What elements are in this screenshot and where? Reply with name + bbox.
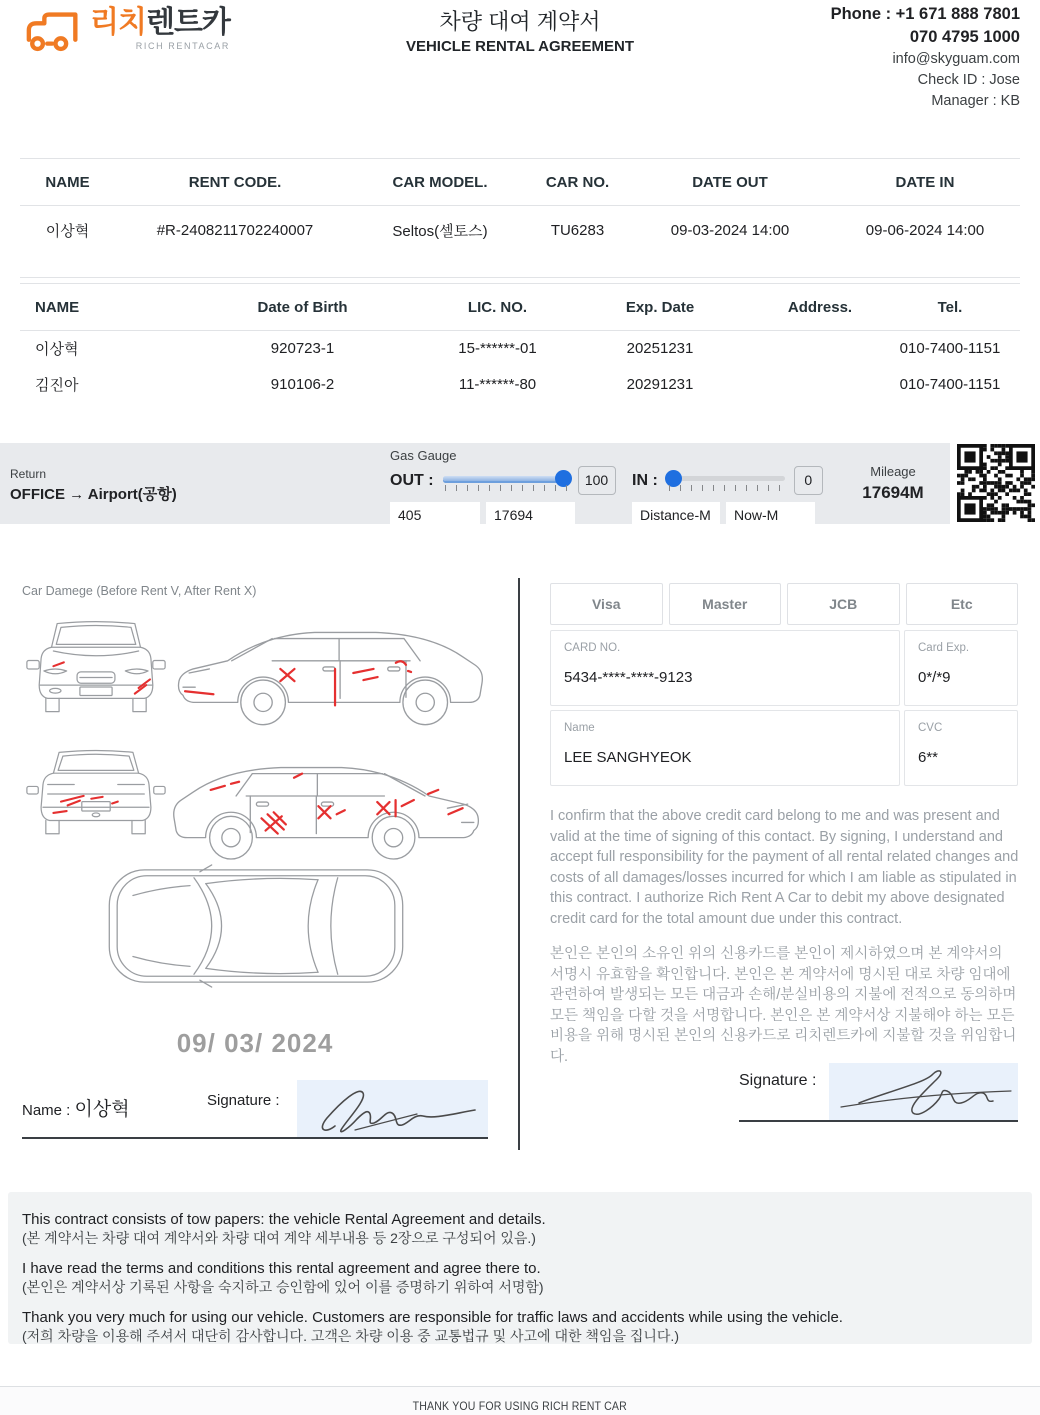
driver-table-header-row xyxy=(20,284,1020,331)
name-value-text: 이상혁 xyxy=(74,1099,130,1120)
qr-code xyxy=(957,443,1035,523)
logo-text-orange: 리치 xyxy=(90,6,146,39)
driver2-lic: 11-******-80 xyxy=(458,376,537,393)
card-details xyxy=(550,630,1018,790)
note-2-kr: (본인은 계약서상 기록된 사항을 숙지하고 승인함에 있어 이를 증명하기 위하여 서명함) xyxy=(22,1279,544,1295)
note-1-en: This contract consists of tow papers: the vehicle Rental Agreement and details. xyxy=(22,1211,546,1228)
driver2-exp: 20291231 xyxy=(626,376,694,393)
manager: Manager : KB xyxy=(931,93,1020,109)
tab-master[interactable]: Master xyxy=(669,583,782,625)
note-1 xyxy=(22,1210,1018,1248)
driver2-dob: 910106-2 xyxy=(270,376,335,393)
car-no: TU6283 xyxy=(525,206,630,278)
note-3-en: Thank you very much for using our vehicle. Customers are responsible for traffic laws and accidents while using the vehicle. xyxy=(22,1309,843,1326)
mileage-value: 17694M xyxy=(862,483,924,502)
gas-in-track[interactable] xyxy=(667,476,785,481)
rental-info-table xyxy=(20,158,1020,278)
car-side-view-2-diagram[interactable] xyxy=(172,733,482,860)
car-damage-label: Car Damege (Before Rent V, After Rent X) xyxy=(22,584,257,598)
logo-text-dark: 렌트카 xyxy=(145,6,230,39)
car-side-view-diagram[interactable] xyxy=(172,598,492,750)
car-model: Seltos(셀토스) xyxy=(355,206,525,278)
renter-name-label xyxy=(22,1094,130,1121)
card-exp-value: 0*/*9 xyxy=(918,669,951,686)
gas-out-value[interactable]: 100 xyxy=(578,466,616,495)
col-address: Address. xyxy=(760,284,880,331)
card-number-value: 5434-****-****-9123 xyxy=(564,669,693,686)
cardholder-signature-pad[interactable] xyxy=(829,1063,1018,1120)
note-2 xyxy=(22,1259,1018,1297)
card-cvc-field[interactable] xyxy=(904,710,1018,786)
name-label-text: Name : xyxy=(22,1102,71,1119)
card-exp-label: Card Exp. xyxy=(918,642,970,654)
driver1-tel: 010-7400-1151 xyxy=(899,340,1001,358)
gas-in-value[interactable]: 0 xyxy=(794,466,823,495)
inspection-date: 09/ 03/ 2024 xyxy=(176,1028,334,1058)
mileage-label: Mileage xyxy=(870,464,916,479)
driver2-address xyxy=(760,367,880,403)
logo-subtitle: RICH RENTACAR xyxy=(135,41,230,51)
col-car-no: CAR NO. xyxy=(525,159,630,206)
rent-code: #R-2408211702240007 xyxy=(115,206,355,278)
gas-out-ticks xyxy=(445,485,567,491)
driver-row-2 xyxy=(20,367,1020,403)
document-title-english: VEHICLE RENTAL AGREEMENT xyxy=(405,38,635,55)
note-1-kr: (본 계약서는 차량 대여 계약서와 차량 대여 계약 세부내용 등 2장으로 구성되어 있음.) xyxy=(22,1230,536,1246)
distance-m-input[interactable] xyxy=(632,502,720,528)
column-divider xyxy=(518,578,520,1150)
footer-thanks-text: THANK YOU FOR USING RICH RENT CAR xyxy=(412,1399,628,1413)
check-id: Check ID : Jose xyxy=(917,72,1020,88)
rental-table-row xyxy=(20,206,1020,278)
gas-out-label: OUT : xyxy=(390,471,434,489)
tab-etc[interactable]: Etc xyxy=(906,583,1019,625)
card-cvc-value: 6** xyxy=(918,749,939,766)
car-rear-view-diagram[interactable] xyxy=(25,748,167,858)
col-name: NAME xyxy=(20,159,115,206)
driver-row-1 xyxy=(20,331,1020,367)
phone-primary: Phone : +1 671 888 7801 xyxy=(830,5,1020,23)
card-holder-value: LEE SANGHYEOK xyxy=(564,749,692,766)
gas-in-slider[interactable] xyxy=(667,470,785,492)
card-brand-tabs xyxy=(550,583,1018,625)
card-number-field[interactable] xyxy=(550,630,900,706)
col-driver-name: NAME xyxy=(20,284,170,331)
renter-name: 이상혁 xyxy=(20,206,115,278)
col-dob: Date of Birth xyxy=(170,284,435,331)
mileage-block xyxy=(838,464,948,503)
signature-label-left: Signature : xyxy=(207,1092,280,1109)
contact-info xyxy=(831,3,1020,112)
card-holder-field[interactable] xyxy=(550,710,900,786)
confirmation-text-korean: 본인은 본인의 소유인 위의 신용카드를 본인이 제시하였으며 본 계약서의 서명시 유효함을 확인합니다. 본인은 본 계약서에 명시된 대로 차량 임대에 관련하여 발생되는 모든 대금과 손해/분실비용의 지불에 전적으로 동의하며 모든 책임을 다할 것을 서명합니다. 본인은 본 계약서상 지불해야 하는 모든 비용을 위해 명시된 본인의 신용카드로 리치렌트카에 지불할 것을 위임합니다. xyxy=(550,946,1017,1065)
card-cvc-label: CVC xyxy=(918,722,943,734)
document-title-korean: 차량 대여 계약서 xyxy=(439,9,601,34)
driver2-name: 김진아 xyxy=(35,377,79,394)
date-in: 09-06-2024 14:00 xyxy=(830,206,1020,278)
driver1-address xyxy=(760,331,880,367)
signature-label-right: Signature : xyxy=(739,1072,817,1089)
tab-jcb[interactable]: JCB xyxy=(787,583,900,625)
phone-secondary: 070 4795 1000 xyxy=(909,28,1020,46)
return-route: OFFICE → Airport(공항) xyxy=(10,486,177,503)
rental-table-header-row xyxy=(20,159,1020,206)
col-car-model: CAR MODEL. xyxy=(355,159,525,206)
contract-notes xyxy=(8,1192,1032,1344)
gas-out-track[interactable] xyxy=(443,476,569,481)
note-2-en: I have read the terms and conditions this rental agreement and agree there to. xyxy=(22,1260,541,1277)
col-date-in: DATE IN xyxy=(830,159,1020,206)
mileage-start-input[interactable] xyxy=(486,502,575,528)
driver1-lic: 15-******-01 xyxy=(458,340,537,358)
confirmation-text-english: I confirm that the above credit card belong to me and was present and valid at the time of signing of this contact. By signing, I understand and accept full responsibility for the payment of all rental related changes and costs of all damages/losses incurred for which I am liable as stipulated in this contract. I authorize Rich Rent A Car to debit my above designated credit card for the total amount due under this contract. xyxy=(550,808,1019,927)
gas-gauge-label: Gas Gauge xyxy=(390,448,457,463)
date-out: 09-03-2024 14:00 xyxy=(630,206,830,278)
col-date-out: DATE OUT xyxy=(630,159,830,206)
col-rent-code: RENT CODE. xyxy=(115,159,355,206)
car-top-view-diagram[interactable] xyxy=(100,862,412,990)
driver1-dob: 920723-1 xyxy=(270,340,335,358)
card-holder-label: Name xyxy=(564,722,595,734)
renter-signature-pad[interactable] xyxy=(297,1080,488,1137)
tab-visa[interactable]: Visa xyxy=(550,583,663,625)
cardholder-signature-line xyxy=(739,1120,1018,1122)
gas-in-label: IN : xyxy=(632,471,658,489)
distance-start-input[interactable] xyxy=(390,502,480,528)
card-exp-field[interactable] xyxy=(904,630,1018,706)
driver2-tel: 010-7400-1151 xyxy=(899,376,1001,393)
col-exp-date: Exp. Date xyxy=(560,284,760,331)
vehicle-status-bar xyxy=(0,443,950,524)
driver-info-table xyxy=(20,283,1020,403)
card-number-label: CARD NO. xyxy=(564,642,621,654)
col-tel: Tel. xyxy=(880,284,1020,331)
car-front-view-diagram[interactable] xyxy=(25,612,167,744)
note-3 xyxy=(22,1308,1018,1346)
gas-in-ticks xyxy=(669,485,783,491)
note-3-kr: (저희 차량을 이용해 주셔서 대단히 감사합니다. 고객은 차량 이용 중 교통법규 및 사고에 대한 책임을 집니다.) xyxy=(22,1328,679,1344)
driver1-name: 이상혁 xyxy=(35,341,79,359)
col-lic-no: LIC. NO. xyxy=(435,284,560,331)
now-m-input[interactable] xyxy=(726,502,815,528)
email: info@skyguam.com xyxy=(892,51,1020,67)
gas-out-slider[interactable] xyxy=(443,470,569,492)
renter-signature-line xyxy=(22,1137,488,1139)
return-label: Return xyxy=(10,467,47,481)
page-footer xyxy=(0,1386,1040,1415)
driver1-exp: 20251231 xyxy=(626,340,694,358)
